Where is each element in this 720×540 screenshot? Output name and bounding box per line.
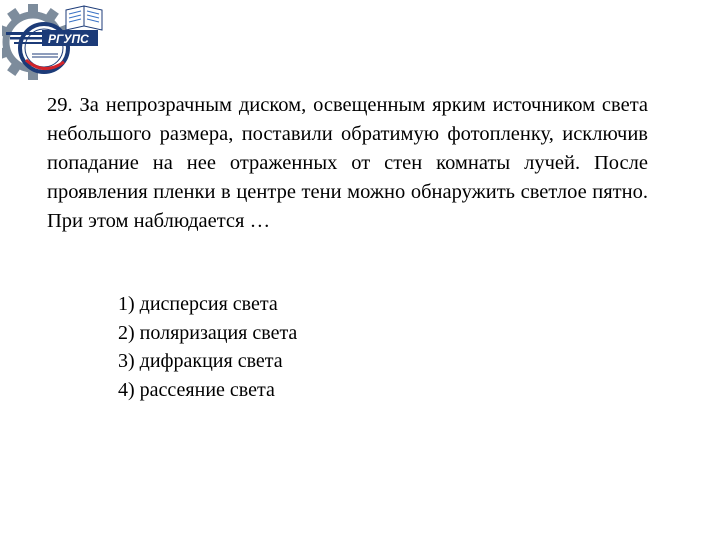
answer-option-4: 4) рассеяние света xyxy=(118,378,275,401)
question-number: 29. xyxy=(47,94,73,116)
gear-logo-icon xyxy=(2,2,106,82)
university-logo xyxy=(2,2,106,82)
logo-text: РГУПС xyxy=(48,32,89,46)
question-body: За непрозрачным диском, освещенным ярким источником света небольшого размера, поставили обратимую фотопленку, исключив попадание на нее отраженных от стен комнаты лучей. После проявления пленки в центре тени можно обнаружить светлое пятно. При этом наблюдается … xyxy=(47,94,649,232)
answer-option-1: 1) дисперсия света xyxy=(118,293,278,315)
answer-options xyxy=(118,290,297,404)
answer-option-2: 2) поляризация света xyxy=(118,321,298,344)
answer-option-3: 3) дифракция света xyxy=(118,350,283,372)
question-text xyxy=(47,91,648,236)
